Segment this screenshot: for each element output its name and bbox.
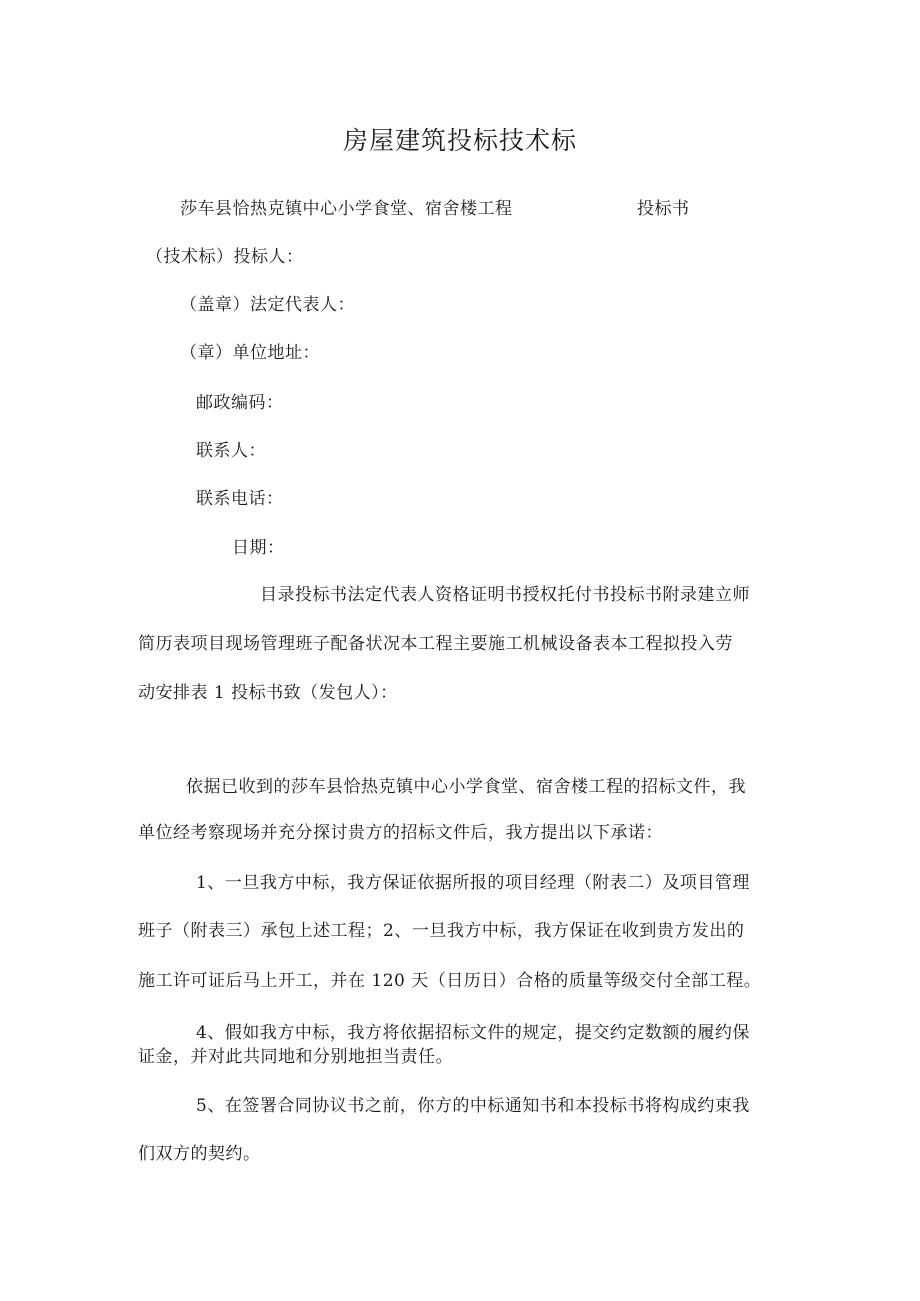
project-suffix: 投标书 <box>637 199 690 219</box>
date-field: 日期： <box>232 538 285 558</box>
toc-line: 动安排表 1 投标书致（发包人）： <box>138 683 398 703</box>
legal-rep-field: （盖章）法定代表人： <box>180 295 355 315</box>
contact-field: 联系人： <box>196 441 266 461</box>
commitment-line: 4、假如我方中标，我方将依据招标文件的规定，提交约定数额的履约保 <box>196 1023 750 1043</box>
commitment-line: 们双方的契约。 <box>138 1144 261 1164</box>
paragraph-line: 单位经考察现场并充分探讨贵方的招标文件后，我方提出以下承诺： <box>138 823 663 843</box>
bidder-field: （技术标）投标人： <box>146 247 304 267</box>
phone-field: 联系电话： <box>196 489 284 509</box>
commitment-line: 施工许可证后马上开工，并在 120 天（日历日）合格的质量等级交付全部工程。 <box>138 971 762 991</box>
commitment-line: 1、一旦我方中标，我方保证依据所报的项目经理（附表二）及项目管理 <box>196 873 750 893</box>
commitment-line: 证金，并对此共同地和分别地担当责任。 <box>138 1047 453 1067</box>
address-field: （章）单位地址： <box>180 343 320 363</box>
postcode-field: 邮政编码： <box>196 393 284 413</box>
toc-line: 目录投标书法定代表人资格证明书授权托付书投标书附录建立师 <box>260 585 750 605</box>
project-name: 莎车县恰热克镇中心小学食堂、宿舍楼工程 <box>180 199 513 219</box>
commitment-line: 班子（附表三）承包上述工程；2、一旦我方中标，我方保证在收到贵方发出的 <box>138 921 745 941</box>
paragraph-line: 依据已收到的莎车县恰热克镇中心小学食堂、宿舍楼工程的招标文件，我 <box>186 777 746 797</box>
commitment-line: 5、在签署合同协议书之前，你方的中标通知书和本投标书将构成约束我 <box>196 1096 750 1116</box>
document-title: 房屋建筑投标技术标 <box>342 126 577 155</box>
toc-line: 简历表项目现场管理班子配备状况本工程主要施工机械设备表本工程拟投入劳 <box>138 634 733 654</box>
